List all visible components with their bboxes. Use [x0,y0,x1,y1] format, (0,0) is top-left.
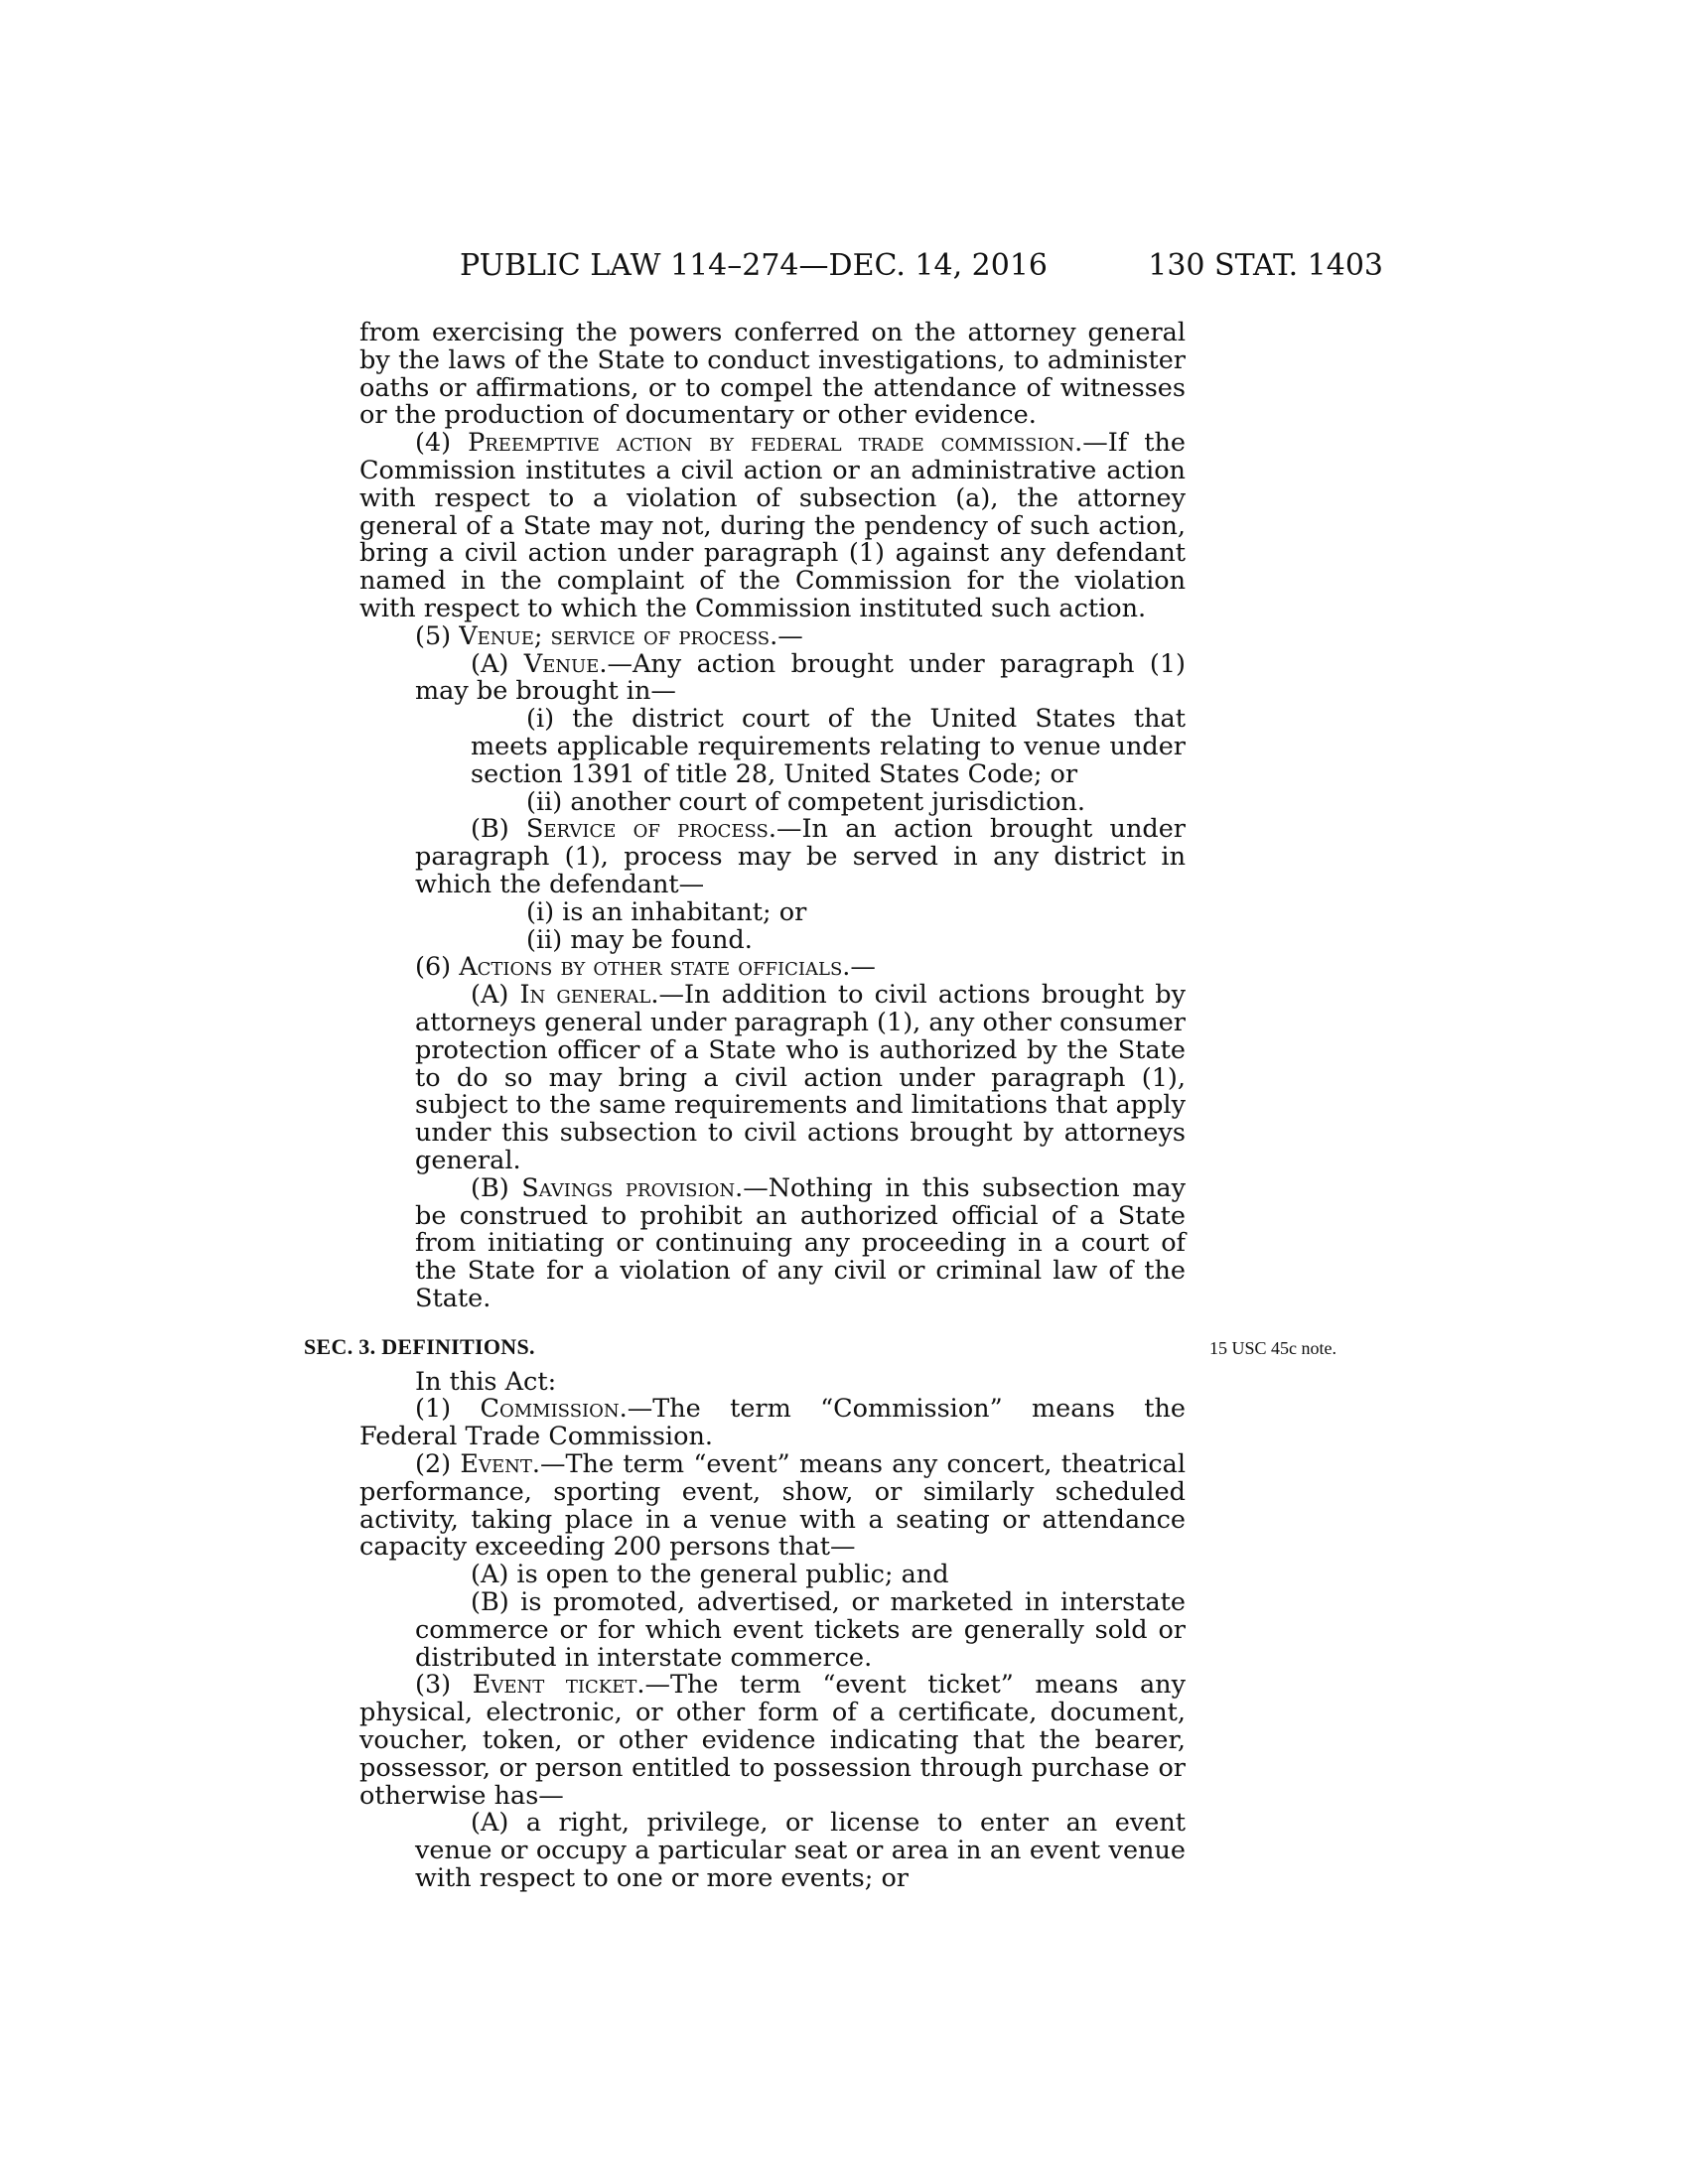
document-body [304,318,1336,1894]
clause-5a-ii: (ii) another court of competent jurisdiction. [526,786,1085,817]
paragraph-5-venue-service: (5) Venue; service of process.— [415,620,803,651]
paragraph-4-preemptive-action: (4) Preemptive action by federal trade commission.—If the Commission institutes a civil action or an administrative action with respect to a violation of subsection (a), the attorney general of a State may not, during the pendency of such action, bring a civil action under paragraph (1) against any defendant named in the complaint of the Commission for the violation with respect to which the Commission instituted such action. [359,428,1186,623]
statute-page-number: 130 STAT. 1403 [1148,248,1383,283]
definition-2-b: (B) is promoted, advertised, or marketed in interstate commerce or for which event tickets are generally sold or distributed in interstate commerce. [415,1587,1186,1673]
subparagraph-6a-in-general: (A) In general.—In addition to civil actions brought by attorneys general under paragraph (1), any other consumer protection officer of a State who is authorized by the State to do so may bring a civil action under paragraph (1), subject to the same requirements and limitations that apply under this subsection to civil actions brought by attorneys general. [415,980,1186,1175]
paragraph-6-other-officials: (6) Actions by other state officials.— [415,952,876,983]
definition-3-a: (A) a right, privilege, or license to enter an event venue or occupy a particular seat or area in an event venue with respect to one or more events; or [415,1808,1186,1894]
clause-5b-ii: (ii) may be found. [526,924,753,955]
clause-5a-i: (i) the district court of the United States that meets applicable requirements relating to venue under section 1391 of title 28, United States Code; or [471,704,1186,789]
definition-1-commission: (1) Commission.—The term “Commission” means the Federal Trade Commission. [359,1394,1187,1452]
definition-3-event-ticket: (3) Event ticket.—The term “event ticket” means any physical, electronic, or other form of a certificate, document, voucher, token, or other evidence indicating that the bearer, possessor, or person entitled to possession through purchase or otherwise has— [359,1670,1186,1811]
definition-2-event: (2) Event.—The term “event” means any concert, theatrical performance, sporting event, show, or similarly scheduled activity, taking place in a venue with a seating or attendance capacity exceeding 200 persons that— [359,1449,1186,1563]
running-title: PUBLIC LAW 114–274—DEC. 14, 2016 [460,248,1049,283]
page-header [460,246,1383,286]
paragraph-continuation: from exercising the powers conferred on the attorney general by the laws of the State to conduct investigations, to administer oaths or affirmations, or to compel the attendance of witnesses or the production of documentary or other evidence. [359,318,1186,431]
clause-5b-i: (i) is an inhabitant; or [526,896,807,927]
margin-note: 15 USC 45c note. [1209,1337,1336,1358]
section-heading-row [304,1329,1336,1359]
section-heading: SEC. 3. DEFINITIONS. [304,1333,535,1359]
definitions-intro: In this Act: [415,1366,557,1397]
subparagraph-5a-venue: (A) Venue.—Any action brought under paragraph (1) may be brought in— [415,648,1187,707]
subparagraph-6b-savings: (B) Savings provision.—Nothing in this subsection may be construed to prohibit an authorized official of a State from initiating or continuing any proceeding in a court of the State for a violation of any civil or criminal law of the State. [415,1172,1186,1313]
subparagraph-5b-service: (B) Service of process.—In an action brought under paragraph (1), process may be served in any district in which the defendant— [415,814,1186,899]
definition-2-a: (A) is open to the general public; and [471,1560,949,1590]
